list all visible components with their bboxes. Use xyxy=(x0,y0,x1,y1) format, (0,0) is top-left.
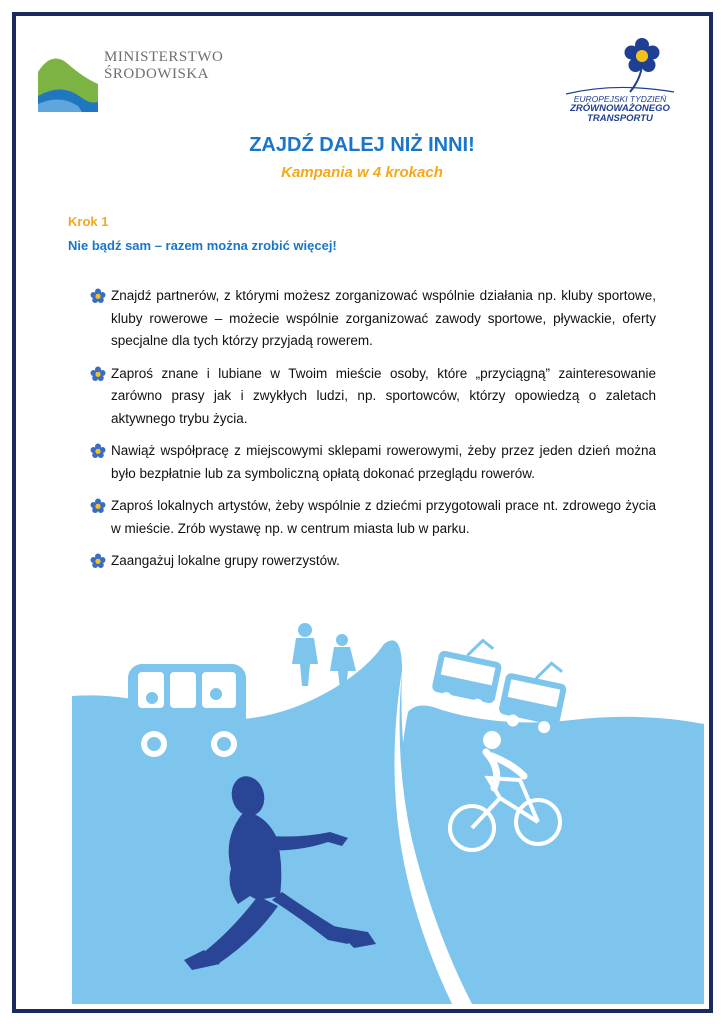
list-item-text: Nawiąż współpracę z miejscowymi sklepami rowerowymi, żeby przez jeden dzień można było bezpłatnie lub za symboliczną opłatą dokonać przeglądu rowerów. xyxy=(111,443,656,481)
flower-icon xyxy=(556,36,684,96)
list-item xyxy=(90,285,656,353)
page-subtitle: Kampania w 4 krokach xyxy=(281,164,443,181)
list-item-text: Zaangażuj lokalne grupy rowerzystów. xyxy=(111,553,340,568)
list-item-text: Zaproś znane i lubiane w Twoim mieście osoby, które „przyciągną” zainteresowanie zarówno prasy jak i zwykłych ludzi, np. sportowców, którzy opowiedzą o zaletach aktywnego trybu życia. xyxy=(111,365,656,426)
ministry-logo xyxy=(38,44,224,112)
list-item xyxy=(90,495,656,540)
etz-line2: ZRÓWNOWAŻONEGO xyxy=(570,103,670,114)
flower-bullet-icon xyxy=(90,288,106,304)
list-item-text: Znajdź partnerów, z którymi możesz zorganizować wspólnie działania np. kluby sportowe, kluby rowerowe – możecie wspólnie zorganizować zawody sportowe, pływackie, oferty specjalne dla tych którzy przyjadą rowerem. xyxy=(111,288,656,348)
list-item xyxy=(90,440,656,485)
ministry-name-line1: MINISTERSTWO xyxy=(104,49,224,65)
flower-bullet-icon xyxy=(90,498,106,514)
flower-bullet-icon xyxy=(90,366,106,382)
etz-logo xyxy=(556,36,684,132)
children-icon xyxy=(292,623,356,689)
step-heading: Nie bądź sam – razem można zrobić więcej! xyxy=(68,238,337,253)
ministry-name-line2: ŚRODOWISKA xyxy=(104,66,210,82)
flower-bullet-icon xyxy=(90,443,106,459)
list-item xyxy=(90,550,656,573)
page-title: ZAJDŹ DALEJ NIŻ INNI! xyxy=(249,134,475,156)
ministry-mountain-icon xyxy=(38,44,98,112)
action-list xyxy=(90,285,656,583)
list-item-text: Zaproś lokalnych artystów, żeby wspólnie z dziećmi przygotowali prace nt. zdrowego życia w mieście. Zrób wystawę np. w centrum miasta lub w parku. xyxy=(111,498,656,536)
etz-line3: TRANSPORTU xyxy=(587,113,653,124)
transport-illustration xyxy=(72,600,704,1004)
flower-bullet-icon xyxy=(90,553,106,569)
etz-line1: EUROPEJSKI TYDZIEŃ xyxy=(573,94,667,104)
step-label: Krok 1 xyxy=(68,214,109,229)
list-item xyxy=(90,363,656,431)
